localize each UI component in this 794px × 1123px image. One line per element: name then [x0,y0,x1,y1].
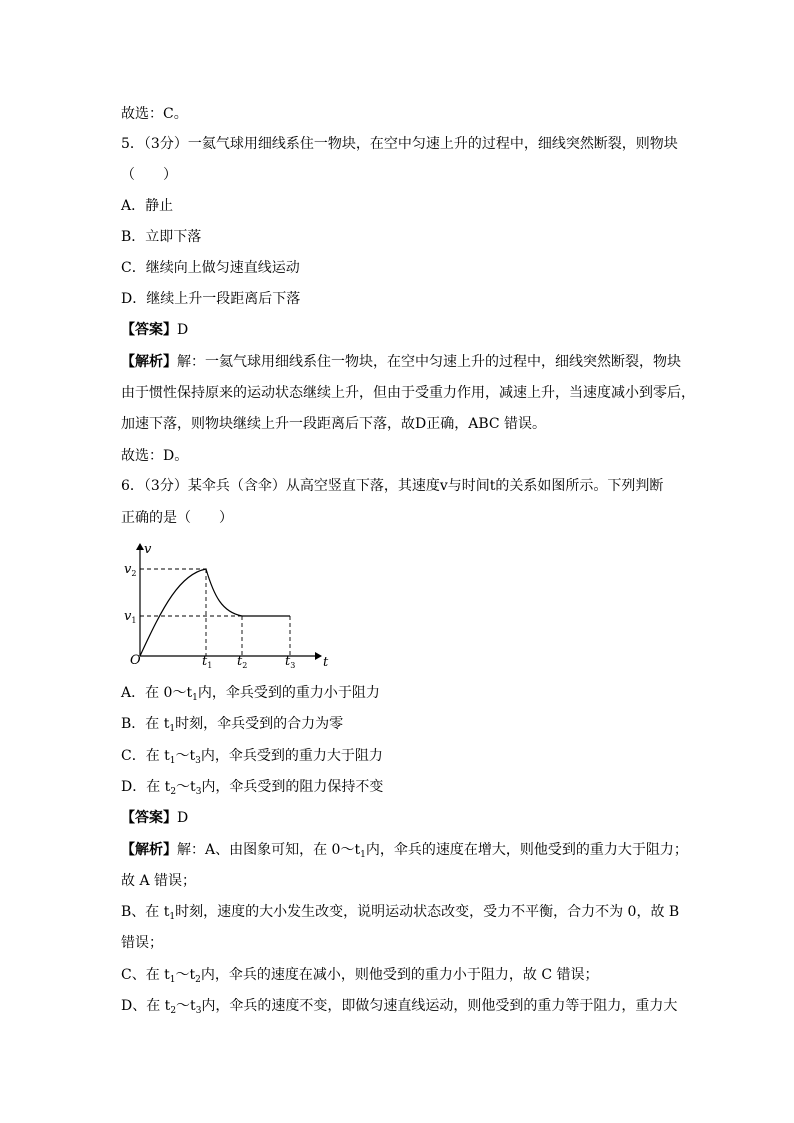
analysis-line: 由于惯性保持原来的运动状态继续上升，但由于受重力作用，减速上升，当速度减小到零后， [121,385,695,401]
y-axis-label: v [144,542,152,557]
answer-label: 【答案】 [121,810,177,826]
analysis-label: 【解析】 [121,354,177,370]
answer-line [121,321,188,339]
analysis-line: C、在 $t_1\sim t_2$内，伞兵的速度在减小，则他受到的重力小于阻力，故 C 错误； [121,967,599,985]
question-5-stem: 5．（3分）一氦气球用细线系住一物块，在空中匀速上升的过程中，细线突然断裂，则物块 [121,136,678,152]
option-6d: D．在 $t_2\sim t_3$内，伞兵受到的阻力保持不变 [121,779,384,797]
text-line: 故选：D。 [121,448,189,464]
analysis-line: B、在 $t_1$时刻，速度的大小发生改变，说明运动状态改变，受力不平衡，合力不为 0，故 B [121,904,680,922]
option-6c: C．在 $t_1\sim t_3$内，伞兵受到的重力大于阻力 [121,748,383,766]
option-d: D．继续上升一段距离后下落 [121,291,301,307]
analysis-text: 解：一氦气球用细线系住一物块，在空中匀速上升的过程中，细线突然断裂，物块 [177,354,681,370]
question-6-stem: 6．（3分）某伞兵（含伞）从高空竖直下落，其速度v与时间t的关系如图所示。下列判断 [121,478,664,494]
analysis-line: D、在 $t_2\sim t_3$内，伞兵的速度不变，即做匀速直线运动，则他受到的重力等于阻力，重力大 [121,998,678,1016]
question-5-bracket: （ ） [121,167,177,183]
x-axis-label: t [323,655,329,670]
v2-label: $v_2$ [124,562,137,578]
option-b: B．立即下落 [121,229,202,245]
answer-label: 【答案】 [121,322,177,338]
t2-label: $t_2$ [237,654,248,670]
t3-label: $t_3$ [285,654,296,670]
answer-line [121,809,188,827]
velocity-time-graph [118,536,340,670]
t1-label: $t_1$ [202,654,213,670]
analysis-line: 【解析】解：A、由图象可知，在 $0\sim t_1$内，伞兵的速度在增大，则他受到的重力大于阻力； [121,842,688,860]
answer-value: D [177,322,189,338]
text-line: 故选：C。 [121,106,188,122]
option-6a: A．在 $0\sim t_1$内，伞兵受到的重力小于阻力 [121,685,380,703]
answer-value: D [177,810,189,826]
option-a: A．静止 [121,198,174,214]
analysis-line: 加速下落，则物块继续上升一段距离后下落，故D正确，ABC 错误。 [121,416,547,432]
question-6-stem: 正确的是（ ） [121,510,233,526]
option-6b: B．在 $t_1$时刻，伞兵受到的合力为零 [121,716,344,734]
analysis-label: 【解析】 [121,842,177,858]
velocity-curve [140,569,290,656]
analysis-line [121,353,681,371]
option-c: C．继续向上做匀速直线运动 [121,260,300,276]
analysis-line: 错误； [121,935,163,951]
origin-label: O [130,653,141,668]
analysis-line: 故 A 错误； [121,873,197,889]
v1-label: $v_1$ [124,609,137,625]
